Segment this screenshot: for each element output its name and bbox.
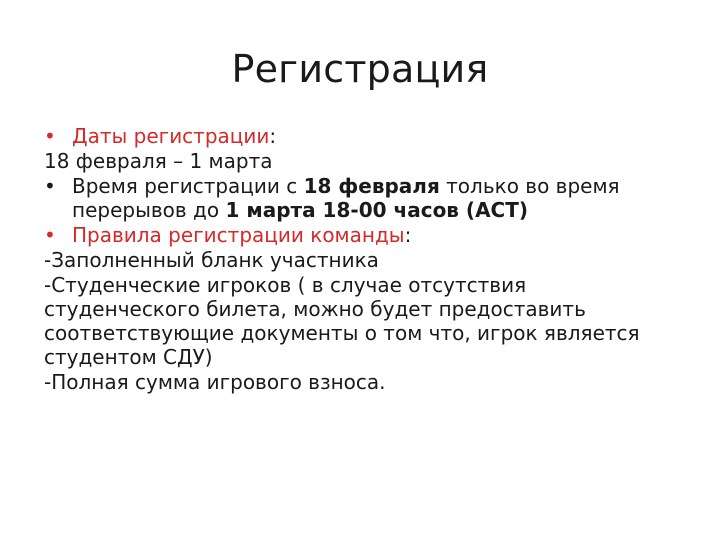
bullet-icon: • — [44, 174, 56, 198]
registration-dates-range: 18 февраля – 1 марта — [44, 149, 273, 173]
requirement-fee: -Полная сумма игрового взноса. — [44, 370, 386, 394]
registration-dates-label: Даты регистрации — [72, 124, 270, 148]
registration-time-continuation — [44, 198, 694, 222]
registration-start-date: 18 февраля — [303, 174, 440, 198]
bullet-icon: • — [44, 223, 56, 247]
list-item-registration-dates — [44, 124, 694, 148]
bullet-icon: • — [44, 124, 56, 148]
list-item-team-rules — [44, 223, 694, 247]
registration-time-text-2: только во время — [439, 174, 620, 198]
registration-deadline-prefix: перерывов до — [72, 198, 226, 222]
slide-body — [44, 124, 694, 394]
requirement-form: -Заполненный бланк участника — [44, 248, 379, 272]
requirement-student-line-4: студентом СДУ) — [44, 345, 213, 369]
requirement-student-line-1: -Студенческие игроков ( в случае отсутствия — [44, 273, 527, 297]
registration-deadline: 1 марта 18-00 часов (АСТ) — [225, 198, 529, 222]
requirement-student-line-2: студенческого билета, можно будет предоставить — [44, 297, 586, 321]
colon: : — [269, 124, 277, 148]
slide-title: Регистрация — [231, 47, 489, 91]
registration-time-text: Время регистрации с — [72, 174, 304, 198]
list-item-registration-time — [44, 174, 694, 198]
colon: : — [404, 223, 412, 247]
requirement-student-line-3: соответствующие документы о том что, игрок является — [44, 321, 640, 345]
team-rules-label: Правила регистрации команды — [72, 223, 405, 247]
